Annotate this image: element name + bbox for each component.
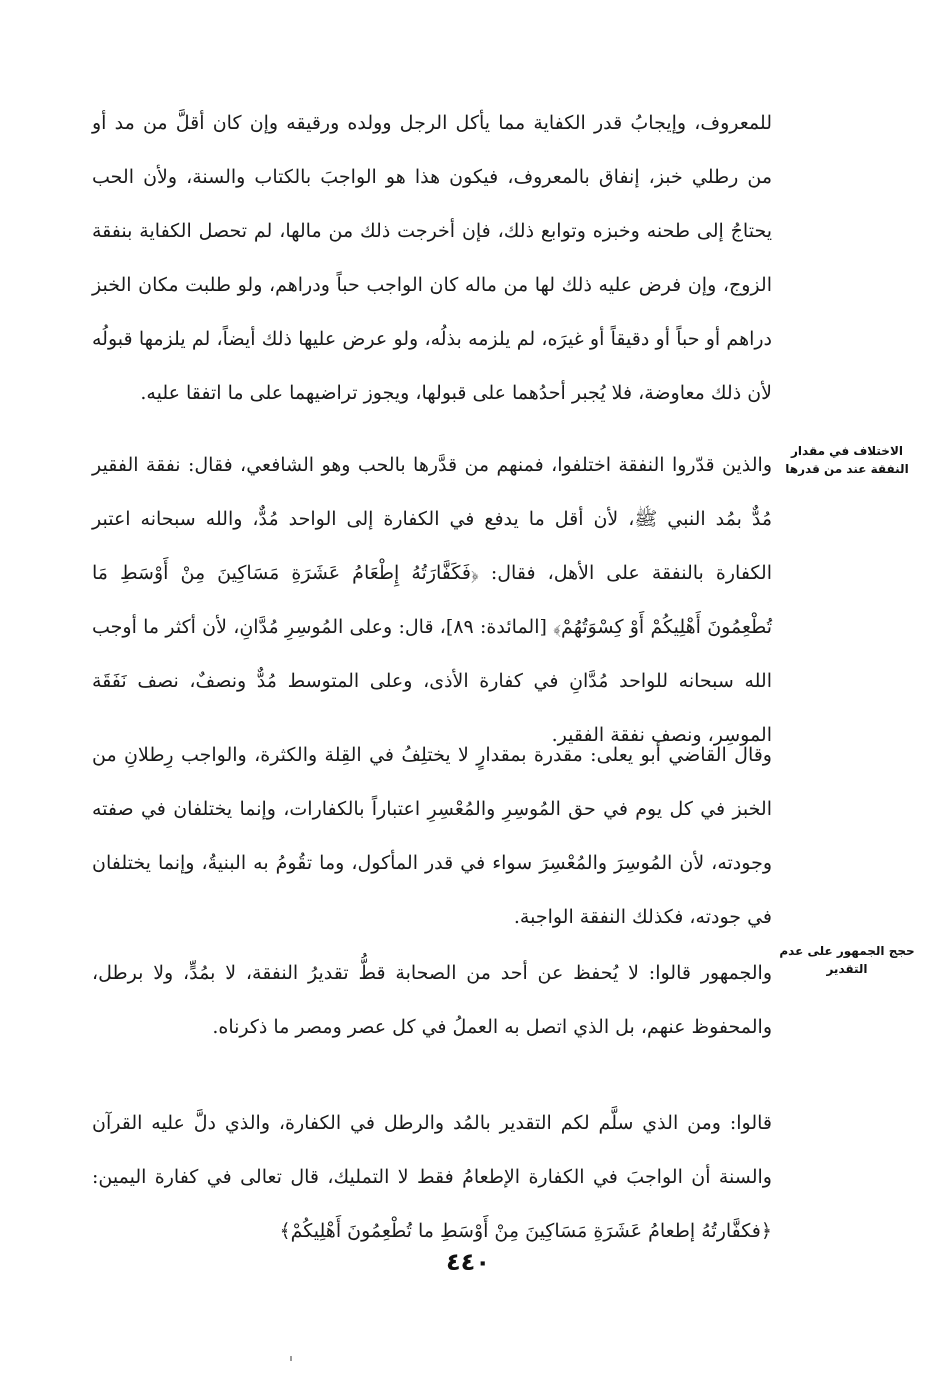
scan-artifact <box>290 1356 292 1361</box>
margin-note-differences: الاختلاف في مقدار النفقة عند من قدرها <box>785 444 909 476</box>
page-number: ٤٤٠ <box>446 1248 490 1276</box>
margin-note-majority-arguments: حجج الجمهور على عدم التقدير <box>779 944 915 976</box>
paragraph-4: والجمهور قالوا: لا يُحفظ عن أحد من الصحابة قطُّ تقديرُ النفقة، لا بمُدٍّ، ولا برطل، والمحفوظ عنهم، بل الذي اتصل به العملُ في كل عصر ومصر ما ذكرناه. <box>92 962 772 1038</box>
paragraph-1: للمعروف، وإيجابُ قدر الكفاية مما يأكل الرجل وولده ورقيقه وإن كان أقلَّ من مد أو من رطلي خبز، إنفاق بالمعروف، فيكون هذا هو الواجبَ بالكتاب والسنة، ولأن الحب يحتاجُ إلى طحنه وخبزه وتوابع ذلك، فإن أخرجت ذلك من مالها، لم تحصل الكفاية بنفقة الزوج، وإن فرض عليه ذلك لها من ماله كان الواجب حباً ودراهم، ولو طلبت مكان الخبز دراهم أو حباً أو دقيقاً أو غيرَه، لم يلزمه بذلُه، ولو عرض عليها ذلك أيضاً، لم يلزمها قبولُه لأن ذلك معاوضة، فلا يُجبر أحدُهما على قبولها، ويجوز تراضيهما على ما اتفقا عليه. <box>92 112 772 404</box>
paragraph-5: قالوا: ومن الذي سلَّم لكم التقدير بالمُد والرطل في الكفارة، والذي دلَّ عليه القرآن والسنة أن الواجبَ في الكفارة الإطعامُ فقط لا التمليك، قال تعالى في كفارة اليمين: ﴿فكفَّارتُهُ إطعامُ عَشَرَةِ مَسَاكِينَ مِنْ أَوْسَطِ ما تُطْعِمُونَ أَهْلِيكُمْ﴾ <box>92 1112 772 1242</box>
paragraph-2: والذين قدّروا النفقة اختلفوا، فمنهم من قدَّرها بالحب وهو الشافعي، فقال: نفقة الفقير مُدٌّ بمُد النبي ﷺ، لأن أقل ما يدفع في الكفارة إلى الواحد مُدٌّ، والله سبحانه اعتبر الكفارة بالنفقة على الأهل، فقال: ﴿فَكَفَّارَتُهُ إِطْعَامُ عَشَرَةِ مَسَاكِينَ مِنْ أَوْسَطِ مَا تُطْعِمُونَ أَهْلِيكُمْ أَوْ كِسْوَتُهُمْ﴾ [المائدة: ٨٩]، قال: وعلى المُوسِرِ مُدَّانِ، لأن أكثر ما أوجب الله سبحانه للواحد مُدَّانِ في كفارة الأذى، وعلى المتوسط مُدٌّ ونصفٌ، نصف نَفَقَة الموسِر، ونصف نفقة الفقير. <box>92 454 772 746</box>
paragraph-3: وقال القاضي أبو يعلى: مقدرة بمقدارٍ لا يختلِفُ في القِلة والكثرة، والواجب رِطلانِ من الخبز في كل يوم في حق المُوسِرِ والمُعْسِرِ اعتباراً بالكفارات، وإنما يختلفان في صفته وجودته، لأن المُوسِرَ والمُعْسِرَ سواء في قدر المأكول، وما تقُومُ به البنيةُ، وإنما يختلفان في جودته، فكذلك النفقة الواجبة. <box>92 744 772 928</box>
